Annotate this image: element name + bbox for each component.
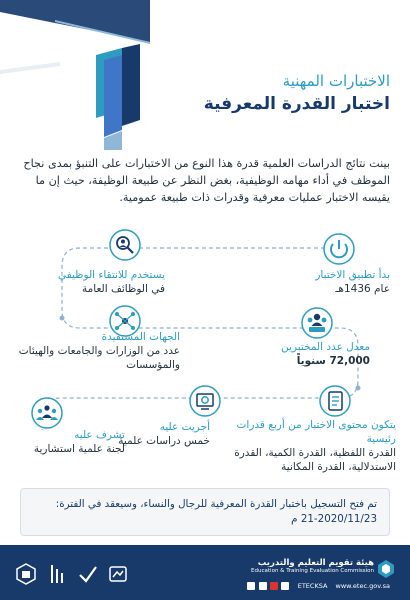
facebook-icon[interactable]: [247, 582, 255, 590]
item-supervision-value: لجنة علمية استشارية: [33, 443, 125, 455]
org-name-arabic: هيئة تقويم التعليم والتدريب: [257, 558, 374, 568]
notice-line-1: تم فتح التسجيل باختبار القدرة المعرفية للرجال والنساء، وسيعقد في الفترة:: [55, 498, 377, 510]
page-title: اختبار القدرة المعرفية: [203, 94, 390, 114]
registration-notice: [20, 488, 390, 536]
website-link[interactable]: www.etec.gov.sa: [335, 582, 390, 590]
item-studies-value: خمس دراسات علمية: [118, 435, 210, 447]
research-icon: [188, 384, 222, 418]
item-start: [240, 268, 390, 296]
instagram-icon[interactable]: [281, 582, 289, 590]
item-start-label: بدأ تطبيق الاختبار: [315, 269, 390, 281]
item-examinees-value: 72,000 سنوياً: [296, 355, 370, 367]
team-icon: [300, 306, 334, 340]
item-content-value: القدرة اللفظية، القدرة الكمية، القدرة الاستدلالية، القدرة المكانية: [234, 447, 396, 473]
item-start-value: عام 1436هـ: [335, 283, 390, 295]
org-name-english: Education & Training Evaluation Commission: [251, 568, 374, 574]
item-examinees: [220, 340, 370, 368]
etec-logo-icon: [378, 560, 394, 578]
item-examinees-label: معدل عدد المختبرين: [281, 341, 370, 353]
item-content: [226, 418, 396, 474]
item-beneficiaries-label: الجهات المستفيدة: [101, 331, 180, 343]
item-use-label: يستخدم للانتقاء الوظيفي: [57, 269, 165, 281]
twitter-icon[interactable]: [259, 582, 267, 590]
page-kicker: الاختبارات المهنية: [282, 72, 390, 90]
partner-logo-1-icon: [16, 563, 36, 585]
candidate-search-icon: [108, 228, 142, 262]
checklist-icon: [318, 384, 352, 418]
item-use: [15, 268, 165, 296]
intro-paragraph: بينت نتائج الدراسات العلمية قدرة هذا النوع من الاختبارات على التنبؤ بمدى نجاح الموظف في أداء مهامه الوظيفية، بغض النظر عن طبيعة الوظيفة، حيث إن ما يقيسه الاختبار عمليات معرفية وقدرات ذات طبيعة عمومية.: [23, 157, 390, 204]
item-beneficiaries: [5, 330, 180, 372]
social-links: [247, 582, 390, 590]
notice-line-2: 21-2020/11/23 م: [291, 513, 377, 525]
partner-logo-2-icon: [48, 563, 68, 585]
item-content-label: يتكون محتوى الاختبار من أربع قدرات رئيسية: [236, 419, 396, 445]
youtube-icon[interactable]: [270, 582, 278, 590]
item-studies-label: أجريت عليه: [159, 421, 210, 433]
committee-icon: [30, 396, 64, 430]
item-beneficiaries-value: عدد من الوزارات والجامعات والهيئات والمؤسسات: [18, 345, 180, 371]
org-name: [251, 558, 374, 574]
partner-logo-4-icon: [108, 563, 128, 585]
item-supervision-label: تشرف عليه: [74, 429, 125, 441]
item-use-value: في الوظائف العامة: [82, 283, 165, 295]
social-handle: ETECKSA: [297, 582, 328, 590]
partner-logo-3-icon: [78, 563, 98, 585]
item-supervision: [5, 428, 125, 456]
power-icon: [322, 232, 356, 266]
header-decoration: [0, 0, 170, 150]
